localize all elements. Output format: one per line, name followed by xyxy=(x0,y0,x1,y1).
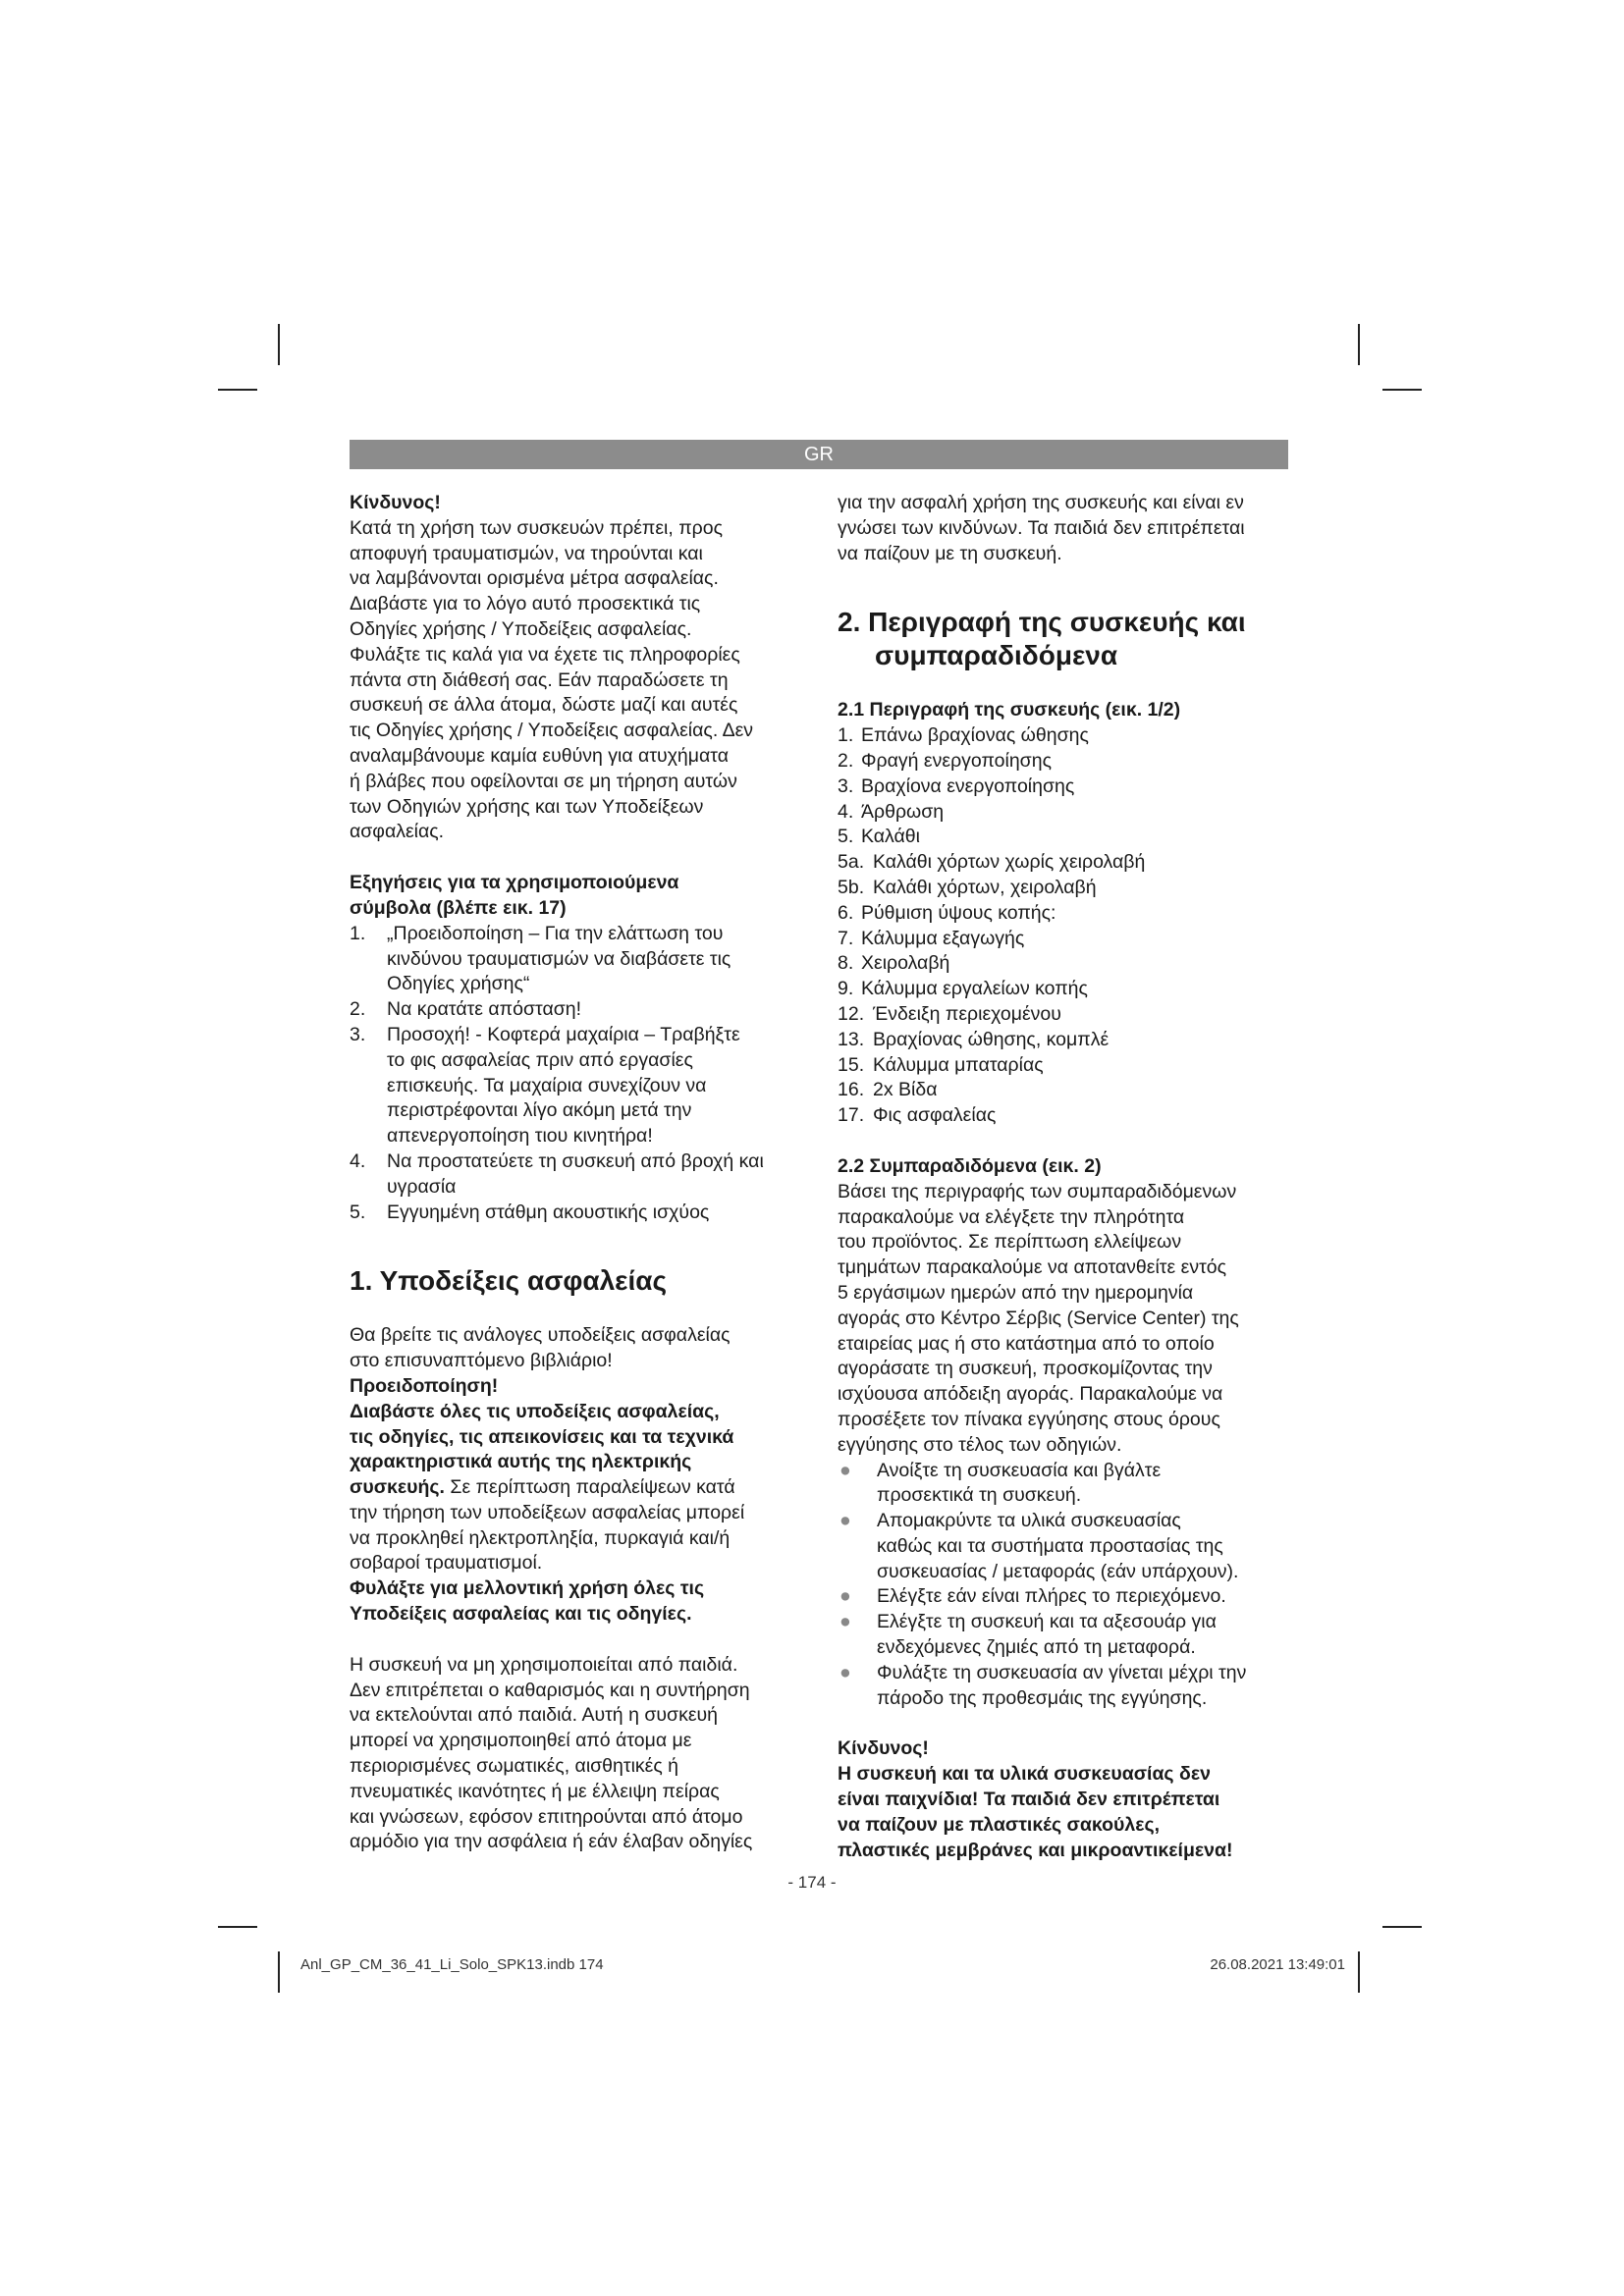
text-line: πνευματικές ικανότητες ή με έλλειψη πείρας xyxy=(350,1780,720,1802)
list-item xyxy=(838,1053,1289,1079)
language-label: GR xyxy=(804,444,834,465)
text-line: να προκληθεί ηλεκτροπληξία, πυρκαγιά και/ή xyxy=(350,1526,731,1549)
parts-list xyxy=(838,723,1289,1129)
text-line: για την ασφαλή χρήση της συσκευής και είναι εν xyxy=(838,492,1244,513)
part-label: 2x Βίδα xyxy=(873,1079,938,1101)
text-line: το φις ασφαλείας πριν από εργασίες xyxy=(387,1048,693,1071)
part-label: Άρθρωση xyxy=(861,800,945,823)
text-line: να λαμβάνονται ορισμένα μέτρα ασφαλείας. xyxy=(350,567,719,590)
part-label: Κάλυμμα εξαγωγής xyxy=(861,927,1025,949)
warning-bold-fragment: συσκευής. xyxy=(350,1476,445,1499)
text-line: „Προειδοποίηση – Για την ελάττωση του xyxy=(387,922,724,944)
subsection-2-1-title: 2.1 Περιγραφή της συσκευής (εικ. 1/2) xyxy=(838,699,1181,721)
crop-mark xyxy=(218,1926,257,1928)
part-label: Κάλυμμα εργαλείων κοπής xyxy=(861,978,1088,1000)
list-item xyxy=(838,876,1289,901)
symbol-item xyxy=(350,1201,803,1226)
text-line: ισχύουσα απόδειξη αγοράς. Παρακαλούμε να xyxy=(838,1383,1223,1406)
part-number: 8. xyxy=(838,952,854,975)
text-line: Διαβάστε για το λόγο αυτό προσεκτικά τις xyxy=(350,593,701,615)
text-line: στο επισυναπτόμενο βιβλιάριο! xyxy=(350,1350,613,1372)
text-line: τις οδηγίες, τις απεικονίσεις και τα τεχνικά xyxy=(350,1425,734,1448)
text-line: των Οδηγιών χρήσης και των Υποδείξεων xyxy=(350,795,704,818)
text-line: περιστρέφονται λίγο ακόμη μετά την xyxy=(387,1099,692,1122)
part-number: 17. xyxy=(838,1104,865,1127)
text-line: την τήρηση των υποδείξεων ασφαλείας μπορεί xyxy=(350,1501,745,1523)
text-line: Διαβάστε όλες τις υποδείξεις ασφαλείας, xyxy=(350,1400,720,1422)
text-line: του προϊόντος. Σε περίπτωση ελλείψεων xyxy=(838,1231,1182,1254)
bullet-icon: ● xyxy=(839,1510,851,1532)
symbols-title-line: σύμβολα (βλέπε εικ. 17) xyxy=(350,896,567,919)
section-2-title: συμπαραδιδόμενα xyxy=(875,640,1118,671)
symbol-number: 4. xyxy=(350,1149,366,1172)
danger-title: Κίνδυνος! xyxy=(350,492,441,513)
list-item xyxy=(838,774,1289,800)
text-line: να παίζουν με τη συσκευή. xyxy=(838,542,1062,564)
bullet-item xyxy=(838,1610,1289,1661)
part-label: Κάλυμμα μπαταρίας xyxy=(873,1053,1044,1076)
list-item xyxy=(838,901,1289,927)
text-line: ασφαλείας. xyxy=(350,821,445,843)
text-line: αρμόδιο για την ασφάλεια ή εάν έλαβαν οδηγίες xyxy=(350,1831,753,1853)
part-number: 15. xyxy=(838,1053,865,1076)
text-line: γνώσει των κινδύνων. Τα παιδιά δεν επιτρέπεται xyxy=(838,516,1245,539)
text-line: σοβαροί τραυματισμοί. xyxy=(350,1552,543,1575)
crop-mark xyxy=(1382,1926,1422,1928)
text-line: Οδηγίες χρήσης“ xyxy=(387,973,530,995)
part-number: 5a. xyxy=(838,851,865,874)
right-column xyxy=(838,491,1289,1863)
part-number: 13. xyxy=(838,1028,865,1050)
part-label: Χειρολαβή xyxy=(861,952,950,975)
text-line: αναλαμβάνουμε καμία ευθύνη για ατυχήματα xyxy=(350,744,729,767)
children-paragraph xyxy=(350,1653,803,1855)
text-line: 5 εργάσιμων ημερών από την ημερομηνία xyxy=(838,1281,1194,1304)
text-line: αποφυγή τραυματισμών, να τηρούνται και xyxy=(350,542,703,564)
part-number: 5. xyxy=(838,826,854,848)
text-line: Ελέγξτε εάν είναι πλήρες το περιεχόμενο. xyxy=(877,1585,1226,1608)
crop-mark xyxy=(1382,389,1422,391)
text-line: Βάσει της περιγραφής των συμπαραδιδόμενων xyxy=(838,1180,1237,1202)
symbol-number: 5. xyxy=(350,1201,366,1223)
text-line: Προσοχή! - Κοφτερά μαχαίρια – Τραβήξτε xyxy=(387,1023,740,1045)
list-item xyxy=(838,749,1289,774)
part-number: 9. xyxy=(838,978,854,1000)
list-item xyxy=(838,1002,1289,1028)
text-line: Να κρατάτε απόσταση! xyxy=(387,998,582,1021)
bullet-item xyxy=(838,1661,1289,1712)
list-item xyxy=(838,723,1289,749)
language-header-bar xyxy=(350,440,1288,469)
text-line: Φυλάξτε τη συσκευασία αν γίνεται μέχρι την xyxy=(877,1661,1247,1683)
text-line: αγοράσατε τη συσκευή, προσκομίζοντας την xyxy=(838,1358,1213,1380)
text-line: προσέξετε τον πίνακα εγγύησης στους όρους xyxy=(838,1408,1220,1430)
list-item xyxy=(838,951,1289,977)
part-label: Καλάθι xyxy=(861,826,920,848)
text-line: Η συσκευή και τα υλικά συσκευασίας δεν xyxy=(838,1763,1211,1786)
symbol-item xyxy=(350,1149,803,1201)
text-line: υγρασία xyxy=(387,1175,457,1198)
bullet-icon: ● xyxy=(839,1459,851,1481)
part-number: 5b. xyxy=(838,876,865,898)
warning-title: Προειδοποίηση! xyxy=(350,1374,499,1397)
part-label: Καλάθι χόρτων χωρίς χειρολαβή xyxy=(873,851,1146,874)
section-2-title: 2. Περιγραφή της συσκευής και xyxy=(838,607,1246,638)
symbol-number: 3. xyxy=(350,1023,366,1045)
crop-mark xyxy=(1358,1951,1360,1993)
text-line: Φυλάξτε για μελλοντική χρήση όλες τις xyxy=(350,1577,705,1600)
text-line: ή βλάβες που οφείλονται σε μη τήρηση αυτών xyxy=(350,770,737,792)
list-item xyxy=(838,927,1289,952)
part-label: Ένδειξη περιεχομένου xyxy=(873,1002,1061,1025)
part-number: 16. xyxy=(838,1079,865,1101)
part-label: Ρύθμιση ύψους κοπής: xyxy=(861,901,1056,924)
text-line: Ανοίξτε τη συσκευασία και βγάλτε xyxy=(877,1459,1162,1481)
text-line: Κατά τη χρήση των συσκευών πρέπει, προς xyxy=(350,516,723,539)
part-number: 4. xyxy=(838,800,854,823)
part-label: Επάνω βραχίονας ώθησης xyxy=(861,724,1089,747)
text-line: αγοράς στο Κέντρο Σέρβις (Service Center) της xyxy=(838,1307,1239,1329)
part-label: Φις ασφαλείας xyxy=(873,1104,997,1127)
part-label: Καλάθι χόρτων, χειρολαβή xyxy=(873,876,1097,898)
text-line: τμημάτων παρακαλούμε να αποτανθείτε εντός xyxy=(838,1256,1227,1279)
part-label: Φραγή ενεργοποίησης xyxy=(861,749,1052,772)
text-line: Να προστατεύετε τη συσκευή από βροχή και xyxy=(387,1149,764,1172)
symbol-number: 1. xyxy=(350,922,366,944)
footer-timestamp: 26.08.2021 13:49:01 xyxy=(1210,1956,1345,1973)
text-line: να παίζουν με πλαστικές σακούλες, xyxy=(838,1813,1161,1836)
crop-mark xyxy=(278,324,280,365)
text-line: είναι παιχνίδια! Τα παιδιά δεν επιτρέπεται xyxy=(838,1789,1220,1811)
text-line: συσκευασίας / μεταφοράς (εάν υπάρχουν). xyxy=(877,1560,1239,1582)
text-line: εγγύησης στο τέλος των οδηγιών. xyxy=(838,1433,1122,1456)
text-line: επισκευής. Τα μαχαίρια συνεχίζουν να xyxy=(387,1074,707,1096)
part-label: Βραχίονας ώθησης, κομπλέ xyxy=(873,1028,1110,1050)
text-line: χαρακτηριστικά αυτής της ηλεκτρικής xyxy=(350,1451,692,1473)
crop-mark xyxy=(1358,324,1360,365)
part-number: 7. xyxy=(838,927,854,949)
text-line: Φυλάξτε τις καλά για να έχετε τις πληροφορίες xyxy=(350,643,740,666)
list-item xyxy=(838,800,1289,826)
crop-mark xyxy=(278,1951,280,1993)
bullet-icon: ● xyxy=(839,1585,851,1608)
bullet-item xyxy=(838,1584,1289,1610)
section-1-title: 1. Υποδείξεις ασφαλείας xyxy=(350,1265,668,1297)
text-line: πάροδο της προθεσμάις της εγγύησης. xyxy=(877,1686,1208,1709)
symbol-number: 2. xyxy=(350,998,366,1021)
bullet-item xyxy=(838,1459,1289,1510)
part-label: Βραχίονα ενεργοποίησης xyxy=(861,774,1075,797)
text-line: Εγγυημένη στάθμη ακουστικής ισχύος xyxy=(387,1201,710,1223)
page-number: - 174 - xyxy=(787,1873,837,1892)
text-line: καθώς και τα συστήματα προστασίας της xyxy=(877,1534,1223,1557)
delivery-paragraph xyxy=(838,1180,1289,1459)
footer-filename: Anl_GP_CM_36_41_Li_Solo_SPK13.indb 174 xyxy=(300,1956,604,1973)
text-line: απενεργοποίηση τιου κινητήρα! xyxy=(387,1125,653,1148)
text-line: πάντα στη διάθεσή σας. Εάν παραδώσετε τη xyxy=(350,668,729,691)
text-line: περιορισμένες σωματικές, αισθητικές ή xyxy=(350,1755,679,1778)
symbol-item xyxy=(350,1023,803,1149)
crop-mark xyxy=(218,389,257,391)
bullet-item xyxy=(838,1509,1289,1584)
text-line: ενδεχόμενες ζημιές από τη μεταφορά. xyxy=(877,1636,1196,1659)
part-number: 3. xyxy=(838,774,854,797)
text-line: κινδύνου τραυματισμών να διαβάσετε τις xyxy=(387,947,731,970)
text-line: Υποδείξεις ασφαλείας και τις οδηγίες. xyxy=(350,1603,692,1626)
list-item xyxy=(838,977,1289,1002)
symbols-title-line: Εξηγήσεις για τα χρησιμοποιούμενα xyxy=(350,872,679,894)
danger-text xyxy=(350,516,803,845)
text-line: Θα βρείτε τις ανάλογες υποδείξεις ασφαλείας xyxy=(350,1324,731,1347)
text-line: εταιρείας μας ή στο κατάστημα από το οποίο xyxy=(838,1332,1215,1355)
list-item xyxy=(838,1028,1289,1053)
list-item xyxy=(838,825,1289,850)
danger-2-title: Κίνδυνος! xyxy=(838,1737,929,1760)
part-number: 12. xyxy=(838,1002,865,1025)
text-line: Δεν επιτρέπεται ο καθαρισμός και η συντήρηση xyxy=(350,1679,750,1701)
text-line: Ελέγξτε τη συσκευή και τα αξεσουάρ για xyxy=(877,1611,1217,1633)
text-line: Η συσκευή να μη χρησιμοποιείται από παιδιά. xyxy=(350,1653,738,1676)
text-line: προσεκτικά τη συσκευή. xyxy=(877,1484,1082,1507)
symbol-item xyxy=(350,997,803,1023)
part-number: 6. xyxy=(838,901,854,924)
text-line: μπορεί να χρησιμοποιηθεί από άτομα με xyxy=(350,1730,692,1752)
part-number: 2. xyxy=(838,749,854,772)
text-line: συσκευή σε άλλα άτομα, δώστε μαζί και αυτές xyxy=(350,694,738,717)
text-line: παρακαλούμε να ελέγξετε την πληρότητα xyxy=(838,1205,1185,1228)
text-line: να εκτελούνται από παιδιά. Αυτή η συσκευή xyxy=(350,1704,719,1727)
left-column xyxy=(350,491,803,1855)
subsection-2-2-title: 2.2 Συμπαραδιδόμενα (εικ. 2) xyxy=(838,1154,1102,1177)
bullet-icon: ● xyxy=(839,1611,851,1633)
list-item xyxy=(838,1078,1289,1103)
list-item xyxy=(838,1103,1289,1129)
text-line xyxy=(350,1475,803,1501)
warning-normal-fragment: Σε περίπτωση παραλείψεων κατά xyxy=(444,1476,735,1499)
bullet-icon: ● xyxy=(839,1661,851,1683)
part-number: 1. xyxy=(838,724,854,747)
text-line: τις Οδηγίες χρήσης / Υποδείξεις ασφαλείας. Δεν xyxy=(350,720,754,742)
text-line: πλαστικές μεμβράνες και μικροαντικείμενα! xyxy=(838,1839,1233,1861)
text-line: και γνώσεων, εφόσον επιτηρούνται από άτομο xyxy=(350,1805,743,1828)
text-line: Απομακρύντε τα υλικά συσκευασίας xyxy=(877,1510,1181,1532)
text-line: Οδηγίες χρήσης / Υποδείξεις ασφαλείας. xyxy=(350,617,692,640)
list-item xyxy=(838,850,1289,876)
symbol-item xyxy=(350,922,803,997)
